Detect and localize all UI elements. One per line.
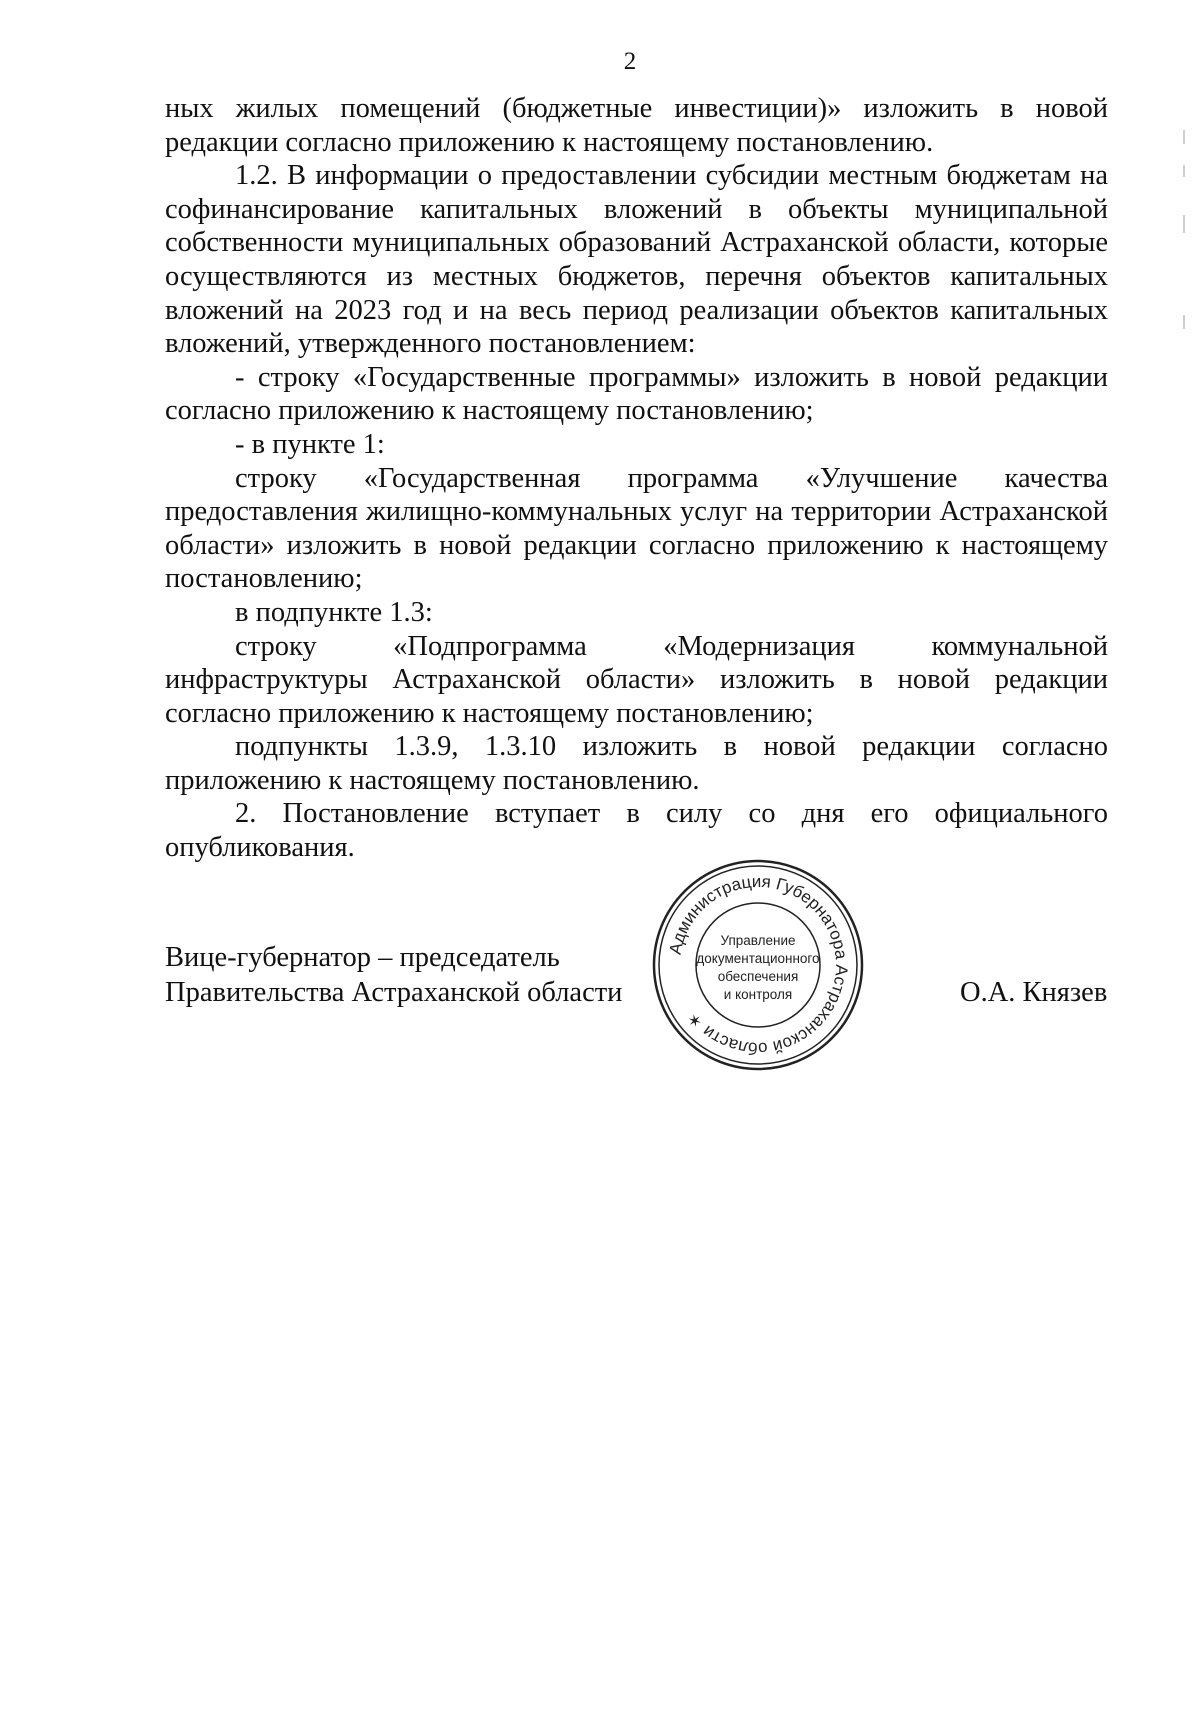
- paragraph-8: подпункты 1.3.9, 1.3.10 изложить в новой редакции согласно приложению к настоящему постановлению.: [165, 731, 1108, 796]
- paragraph-7: строку «Подпрограмма «Модернизация коммунальной инфраструктуры Астраханской области» изложить в новой редакции согласно приложению к настоящему постановлению;: [165, 630, 1108, 729]
- signatory-title-line-1: Вице-губернатор – председатель: [165, 942, 560, 973]
- stamp-center-line-1: Управление: [720, 933, 796, 948]
- paragraph-1: ных жилых помещений (бюджетные инвестиции)» изложить в новой редакции согласно приложению к настоящему постановлению.: [165, 93, 1108, 158]
- stamp-center-line-4: и контроля: [723, 987, 793, 1002]
- paragraph-3: - строку «Государственные программы» изложить в новой редакции согласно приложению к настоящему постановлению;: [165, 361, 1108, 427]
- paragraph-4: - в пункте 1:: [235, 428, 385, 460]
- stamp-center-line-2: документационного: [696, 951, 820, 966]
- signatory-title: [165, 940, 622, 1010]
- official-stamp: [648, 855, 868, 1075]
- stamp-center-line-3: обеспечения: [717, 969, 799, 984]
- paragraph-6: в подпункте 1.3:: [235, 596, 433, 628]
- scan-edge-mark: [1183, 165, 1185, 177]
- stamp-outer-text: Администрация Губернатора Астраханской области ✶: [665, 871, 852, 1059]
- scan-edge-mark: [1183, 315, 1185, 329]
- paragraph-2: 1.2. В информации о предоставлении субсидии местным бюджетам на софинансирование капитальных вложений в объекты муниципальной собственности муниципальных образований Астраханской области, которые осуществляются из местных бюджетов, перечня объектов капитальных вложений на 2023 год и на весь период реализации объектов капитальных вложений, утвержденного постановлением:: [165, 160, 1108, 360]
- page-number: 2: [623, 48, 637, 75]
- stamp-seal: [648, 855, 868, 1075]
- signatory-name: О.А. Князев: [960, 977, 1108, 1008]
- signatory-title-line-2: Правительства Астраханской области: [165, 977, 623, 1008]
- document-body: [165, 92, 1108, 865]
- paragraph-5: строку «Государственная программа «Улучшение качества предоставления жилищно-коммунальных услуг на территории Астраханской области» изложить в новой редакции согласно приложению к настоящему постановлению;: [165, 462, 1108, 595]
- scan-edge-mark: [1183, 215, 1185, 233]
- scan-edge-mark: [1183, 130, 1185, 144]
- paragraph-9: 2. Постановление вступает в силу со дня его официального опубликования.: [165, 798, 1108, 864]
